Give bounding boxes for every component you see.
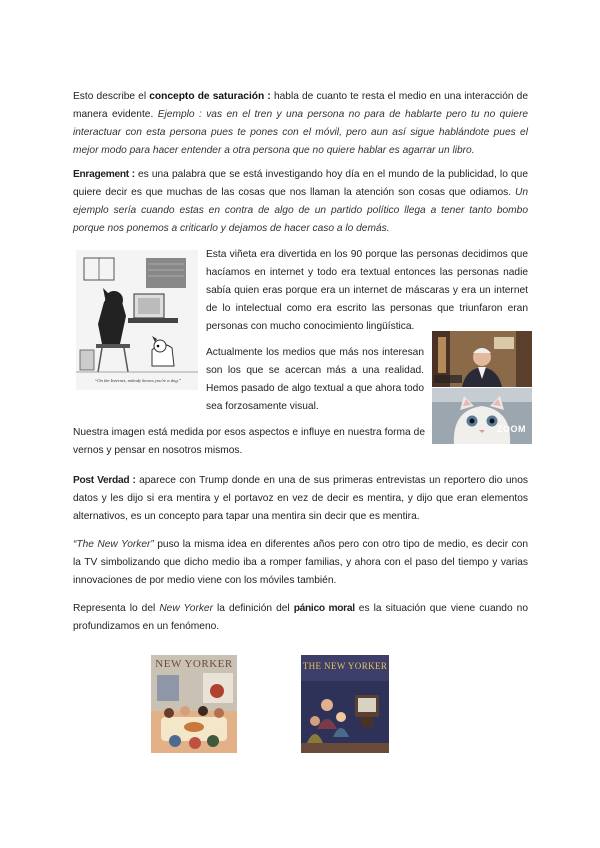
p6-text: aparece con Trump donde en una de sus primeras entrevistas un reportero dio unos datos y les dijo si era mentira y el portavoz en vez de decir es mentira, y dijo que eran elementos alternativos, es un concepto para tapar una mentira sin decir que es mentira.: [73, 475, 528, 522]
p1-example: Ejemplo : vas en el tren y una persona no para de hablarte pero tu no quiere interactuar con esta persona pues te pones con el móvil, pero aun así sigue hablándote pues el mejor modo para hacer entender a otra persona que no quiere hablar es agarrar un libro.: [73, 109, 528, 156]
saturation-term: concepto de saturación :: [149, 91, 271, 102]
enragement-paragraph: [73, 166, 528, 238]
p8-new-yorker-name: New Yorker: [159, 603, 213, 614]
zoom-man-photo: [432, 331, 532, 387]
moral-panic-term: pánico moral: [293, 603, 355, 614]
p1-intro: Esto describe el: [73, 91, 150, 102]
self-image-paragraph: Nuestra imagen está medida por esos aspectos e influye en nuestra forma de vernos y pensar en nosotros mismos.: [73, 427, 425, 456]
cover1-title: NEW YORKER: [155, 658, 233, 670]
zoom-cat-photo: [432, 388, 532, 444]
cartoon-paragraph: Esta viñeta era divertida en los 90 porque las personas decidimos que hacíamos en internet y todo era textual entonces las personas nadie sabía quien eras porque era un internet de máscaras y era un internet de lo intelectual como era escrito las personas que triunfaron eran personas con mucho conocimiento lingüística.: [206, 249, 528, 332]
internet-dog-cartoon: [76, 250, 198, 390]
cover2-title: THE NEW YORKER: [302, 661, 388, 671]
p7-text: puso la misma idea en diferentes años pero con otro tipo de medio, es decir con la TV simbolizando que dicho medio iba a romper familias, y ahora con el paso del tiempo y varias innovaciones de por medio viene con los móviles también.: [73, 539, 528, 586]
new-yorker-cover-phones: [151, 655, 237, 753]
p8-pre: Representa lo del: [73, 603, 160, 614]
visual-media-paragraph: Actualmente los medios que más nos interesan son los que se acercan más a una realidad. Hemos pasado de algo textual a que ahora todo sea forzosamente visual.: [206, 347, 424, 412]
zoom-label: ZOOM: [497, 424, 526, 434]
p2-text: es una palabra que se está investigando hoy día en el mundo de la publicidad, lo que quiere decir es que muchas de las cosas que nos llaman la atención son cosas que odiamos.: [73, 169, 528, 198]
p8-mid: la definición del: [213, 603, 294, 614]
saturation-paragraph: [73, 88, 528, 160]
new-yorker-paragraph: [73, 536, 528, 590]
p1-text: habla de cuanto te resta el medio en una interacción de manera evidente.: [73, 91, 529, 120]
p2-example: Un ejemplo sería cuando estas en contra de algo de un partido político llega a tener tanto bombo porque nos ponemos a criticarlo y dejamos de hacer caso a lo demás.: [73, 187, 528, 234]
new-yorker-quote: “The New Yorker”: [73, 539, 154, 550]
p8-post: es la situación que viene cuando no profundizamos en un fenómeno.: [73, 603, 528, 632]
new-yorker-cover-tv: [301, 655, 389, 753]
cartoon-caption: “On the Internet, nobody knows you're a dog.”: [94, 378, 182, 383]
post-truth-paragraph: [73, 472, 528, 526]
post-truth-term: Post Verdad :: [73, 475, 136, 486]
enragement-term: Enragement :: [73, 169, 135, 180]
moral-panic-paragraph: [73, 600, 528, 636]
